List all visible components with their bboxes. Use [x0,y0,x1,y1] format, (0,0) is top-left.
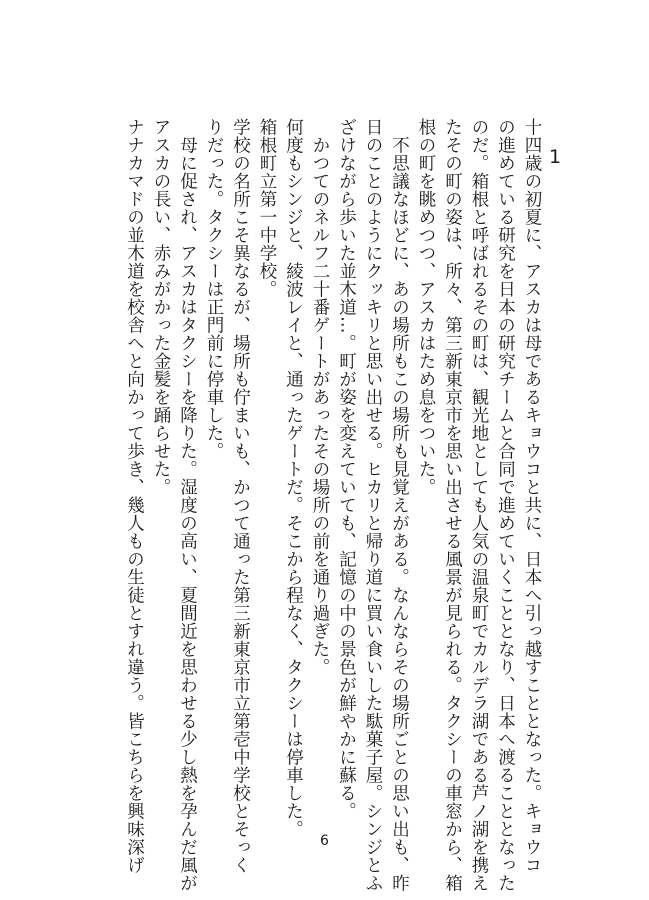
text-line: 不思議なほどに、あの場所もこの場所も見覚えがある。なんならその場所ごとの思い出も、昨 [389,135,410,892]
text-line: かつてのネルフ二十番ゲートがあったその場所の前を通り過ぎた。 [310,135,330,676]
page-number: 6 [320,833,329,849]
text-line: 箱根町立第一中学校。 [257,118,277,298]
text-line: 日のことのようにクッキリと思い出せる。ヒカリと帰り道に買い食いした駄菓子屋。シンジとふ [363,118,383,892]
text-line: 学校の名所こそ異なるが、場所も佇まいも、かつて通った第三新東京市立第壱中学校とそっく [230,118,251,874]
text-line: アスカの長い、赤みがかった金髪を踊らせた。 [151,118,171,496]
text-line: 根の町を眺めつつ、アスカはため息をついた。 [416,118,436,496]
text-line: たその町の姿は、所々、第三新東京市を思い出させる風景が見られる。タクシーの車窓から、箱 [442,118,463,892]
text-line: 何度もシンジと、綾波レイと、通ったゲートだ。そこから程なく、タクシーは停車した。 [283,118,304,838]
text-line: りだった。タクシーは正門前に停車した。 [204,118,224,460]
text-line: 母に促され、アスカはタクシーを降りた。湿度の高い、夏間近を思わせる少し熱を孕んだ風が [177,135,198,892]
chapter-number: 1 [548,146,562,168]
text-line: の進めている研究を日本の研究チームと合同で進めていくこととなり、日本へ渡ることとなった [495,118,516,892]
text-line: ナナカマドの並木道を校舎へと向かって歩き、幾人もの生徒とすれ違う。皆こちらを興味深げ [124,118,145,874]
body-text [121,118,545,892]
text-line: のだ。箱根と呼ばれるその町は、観光地としても人気の温泉町でカルデラ湖である芦ノ湖を携え [469,118,489,892]
text-line: ざけながら歩いた並木道…。町が姿を変えていても、記憶の中の景色が鮮やかに蘇る。 [336,118,357,820]
text-line: 十四歳の初夏に、アスカは母であるキョウコと共に、日本へ引っ越すこととなった。キョウコ [522,118,542,874]
